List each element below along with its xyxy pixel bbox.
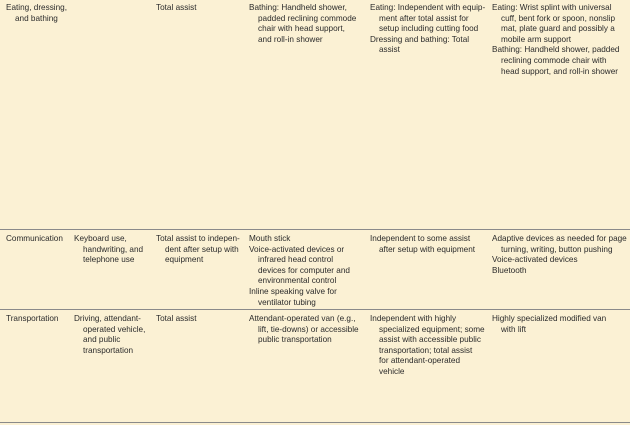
devices-cell — [492, 314, 628, 335]
equipment-cell — [249, 234, 365, 308]
cell-line: ment after total assist for — [379, 13, 469, 23]
cell-line: dent after setup with — [165, 244, 239, 254]
row-divider — [0, 309, 630, 310]
cell-line: lift, tie-downs) or accessible — [258, 324, 359, 334]
cell-line: Bathing: Handheld shower, padded — [492, 45, 620, 55]
cell-line: padded reclining commode — [258, 13, 357, 23]
category-cell — [6, 234, 66, 245]
outcome-cell — [370, 234, 486, 255]
cell-line: specialized equipment; some — [379, 324, 485, 334]
cell-line: head support, and roll-in shower — [501, 66, 618, 76]
devices-cell — [492, 3, 628, 77]
cell-line: Mouth stick — [249, 234, 291, 243]
category-cell — [6, 3, 66, 24]
activity-cell — [74, 314, 150, 356]
assist-level-cell — [156, 234, 244, 266]
cell-line: Keyboard use, — [74, 234, 127, 243]
cell-line: and public — [83, 335, 121, 345]
cell-line: Independent to some assist — [370, 234, 471, 243]
cell-line: operated vehicle, — [83, 324, 146, 334]
cell-line: public transportation — [258, 335, 332, 345]
outcome-cell — [370, 3, 486, 56]
cell-line: assist with accessible public — [379, 335, 481, 345]
cell-line: devices for computer and — [258, 265, 350, 275]
cell-line: cuff, bent fork or spoon, nonslip — [501, 13, 616, 23]
cell-line: telephone use — [83, 255, 135, 265]
cell-line: Voice-activated devices — [492, 255, 578, 265]
cell-line: Eating, dressing, — [6, 3, 67, 12]
cell-line: Communication — [6, 234, 63, 243]
cell-line: transportation; total assist — [379, 345, 473, 355]
cell-line: Eating: Wrist splint with universal — [492, 3, 612, 12]
cell-line: and roll-in shower — [258, 34, 323, 44]
cell-line: Highly specialized modified van — [492, 314, 607, 323]
cell-line: Attendant-operated van (e.g., — [249, 314, 356, 323]
cell-line: reclining commode chair with — [501, 55, 607, 65]
cell-line: handwriting, and — [83, 244, 144, 254]
assist-level-cell — [156, 314, 244, 325]
cell-line: for attendant-operated — [379, 356, 461, 366]
cell-line: Transportation — [6, 314, 59, 323]
cell-line: Eating: Independent with equip- — [370, 3, 486, 12]
equipment-cell — [249, 3, 365, 45]
cell-line: setup including cutting food — [379, 24, 479, 34]
cell-line: mat, plate guard and possibly a — [501, 24, 615, 34]
cell-line: with lift — [501, 324, 527, 334]
cell-line: Dressing and bathing: Total — [370, 34, 470, 44]
outcome-cell — [370, 314, 486, 378]
cell-line: ventilator tubing — [258, 297, 316, 307]
cell-line: transportation — [83, 345, 134, 355]
cell-line: Driving, attendant- — [74, 314, 141, 323]
cell-line: Bathing: Handheld shower, — [249, 3, 347, 12]
cell-line: assist — [379, 45, 400, 55]
cell-line: after setup with equipment — [379, 244, 476, 254]
cell-line: Independent with highly — [370, 314, 457, 323]
cell-line: Adaptive devices as needed for page — [492, 234, 627, 243]
cell-line: infrared head control — [258, 255, 334, 265]
equipment-cell — [249, 314, 365, 346]
cell-line: Total assist — [156, 314, 197, 323]
cell-line: environmental control — [258, 276, 337, 286]
cell-line: chair with head support, — [258, 24, 345, 34]
cell-line: Bluetooth — [492, 265, 527, 275]
cell-line: equipment — [165, 255, 204, 265]
cell-line: Total assist to indepen- — [156, 234, 240, 243]
cell-line: mobile arm support — [501, 34, 572, 44]
cell-line: Inline speaking valve for — [249, 286, 337, 296]
activity-cell — [74, 234, 150, 266]
cell-line: vehicle — [379, 366, 405, 376]
cell-line: turning, writing, button pushing — [501, 244, 613, 254]
cell-line: Voice-activated devices or — [249, 244, 345, 254]
category-cell — [6, 314, 66, 325]
devices-cell — [492, 234, 628, 276]
row-divider — [0, 422, 630, 423]
cell-line: Total assist — [156, 3, 197, 12]
row-divider — [0, 229, 630, 230]
cell-line: and bathing — [15, 13, 58, 23]
assist-level-cell — [156, 3, 244, 14]
